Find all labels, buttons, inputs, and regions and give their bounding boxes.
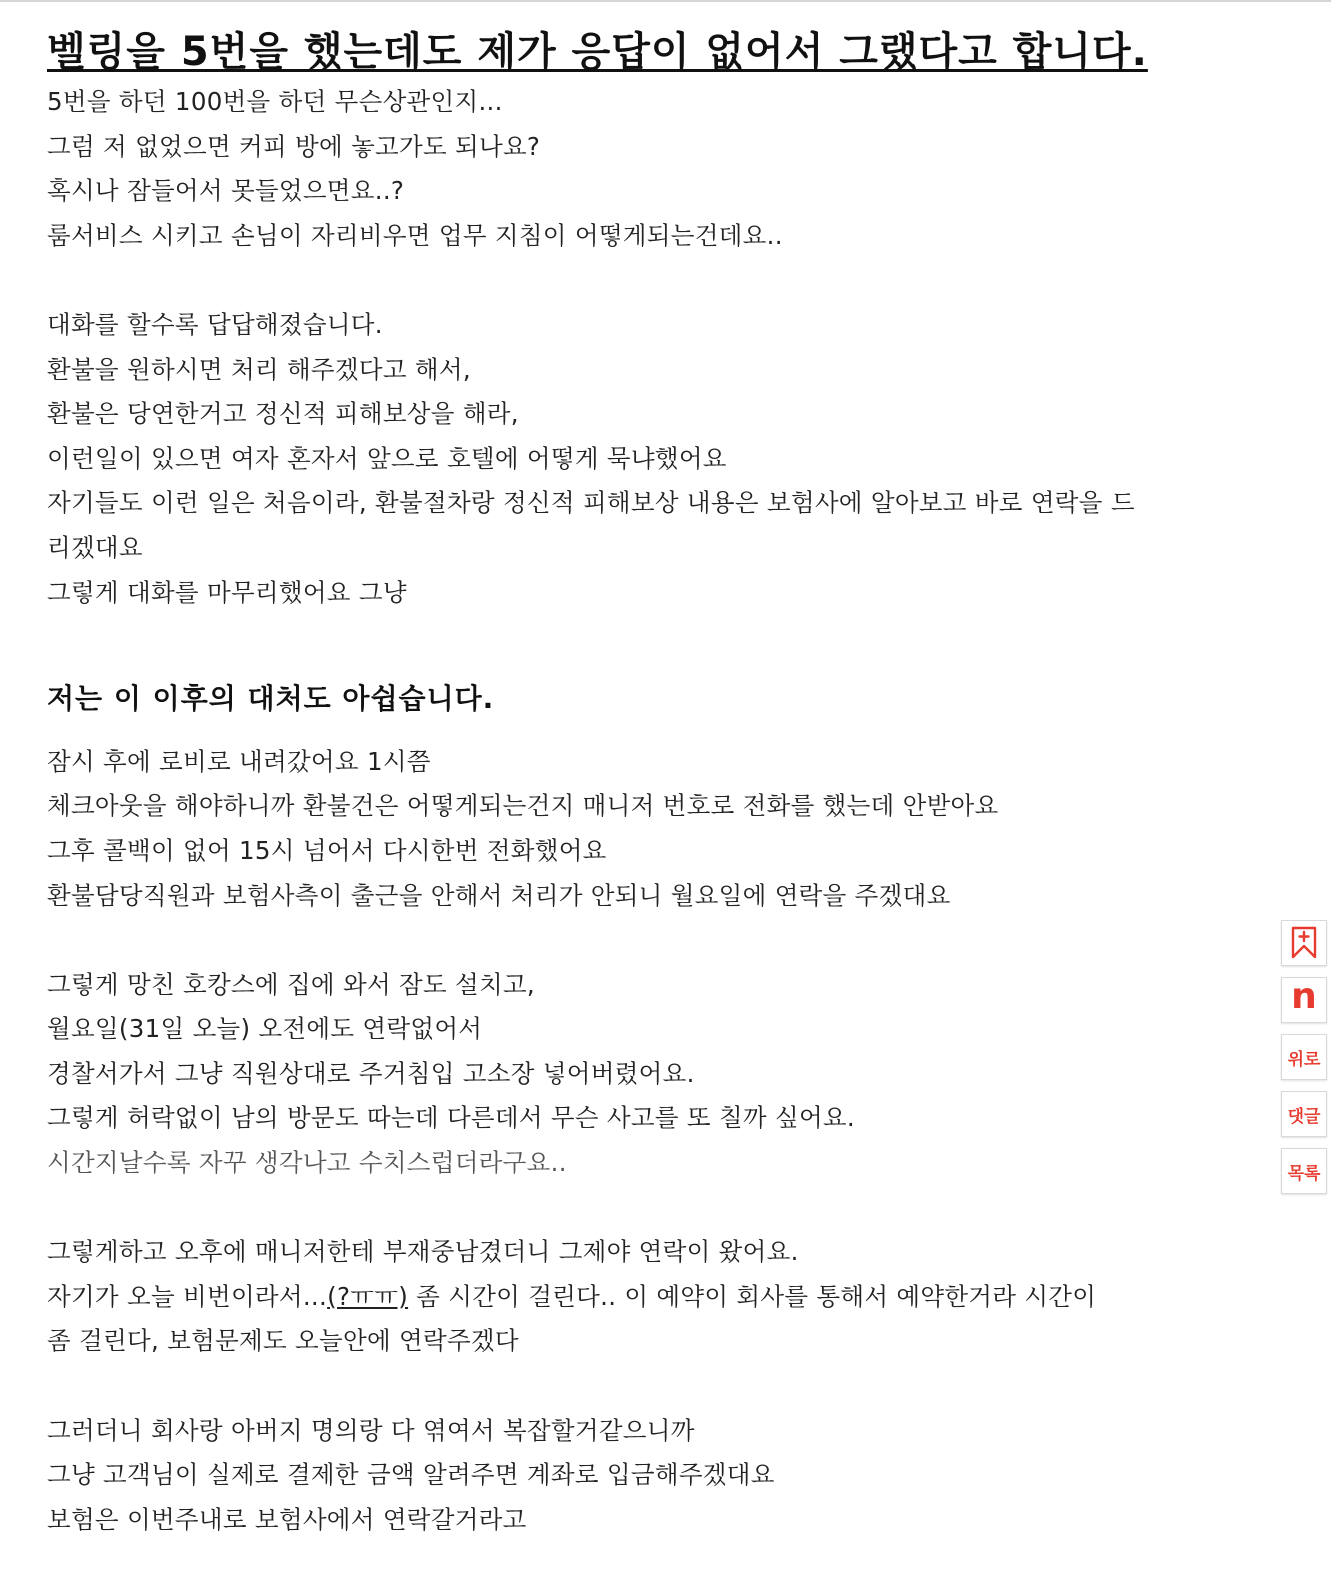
list-button[interactable] — [1281, 1148, 1327, 1194]
text-line: 그렇게 허락없이 남의 방문도 따는데 다른데서 무슨 사고를 또 칠까 싶어요. — [47, 1103, 855, 1133]
paragraph-block-1 — [47, 80, 1267, 258]
text-line: 자기들도 이런 일은 처음이라, 환불절차랑 정신적 피해보상 내용은 보험사에 알아보고 바로 연락을 드 — [47, 488, 1135, 518]
text-line: 환불담당직원과 보험사측이 출근을 안해서 처리가 안되니 월요일에 연락을 주겠대요 — [47, 880, 951, 910]
spacer — [47, 918, 1267, 963]
text-line: 시간지날수록 자꾸 생각나고 수치스럽더라구요.. — [47, 1148, 567, 1178]
text-line: 경찰서가서 그냥 직원상대로 주거침입 고소장 넣어버렸어요. — [47, 1058, 695, 1088]
spacer — [47, 615, 1267, 660]
underlined-emoticon: (?ㅠㅠ) — [327, 1281, 409, 1311]
comments-button[interactable] — [1281, 1091, 1327, 1137]
paragraph-block-2 — [47, 303, 1267, 615]
text-line: 그냥 고객님이 실제로 결제한 금액 알려주면 계좌로 입금해주겠대요 — [47, 1460, 775, 1490]
text-line: 5번을 하던 100번을 하던 무슨상관인지... — [47, 87, 503, 116]
text-line: 그렇게하고 오후에 매니저한테 부재중남겼더니 그제야 연락이 왔어요. — [47, 1237, 799, 1267]
brand-n-icon: n — [1291, 976, 1317, 1017]
article-headline: 벨링을 5번을 했는데도 제가 응답이 없어서 그랬다고 합니다. — [47, 29, 1148, 75]
text-segment: 좀 시간이 걸린다.. 이 예약이 회사를 통해서 예약한거라 시간이 — [408, 1281, 1097, 1311]
scroll-top-button[interactable] — [1281, 1034, 1327, 1080]
section-subheading: 저는 이 이후의 대처도 아쉽습니다. — [47, 681, 495, 715]
spacer — [47, 1186, 1267, 1231]
text-line: 그후 콜백이 없어 15시 넘어서 다시한번 전화했어요 — [47, 835, 607, 865]
text-line: 좀 걸린다, 보험문제도 오늘안에 연락주겠다 — [47, 1326, 519, 1356]
text-line — [47, 1275, 1267, 1320]
text-line: 이런일이 있으면 여자 혼자서 앞으로 호텔에 어떻게 묵냐했어요 — [47, 443, 727, 473]
paragraph-block-5 — [47, 1230, 1267, 1364]
text-line: 환불을 원하시면 처리 해주겠다고 해서, — [47, 354, 471, 384]
scroll-top-label: 위로 — [1287, 1049, 1321, 1070]
top-border — [0, 0, 1331, 2]
text-line: 리겠대요 — [47, 532, 143, 562]
floating-side-toolbar — [1281, 920, 1331, 1205]
text-line: 그럼 저 없었으면 커피 방에 놓고가도 되나요? — [47, 131, 541, 161]
spacer — [47, 1364, 1267, 1409]
text-line: 환불은 당연한거고 정신적 피해보상을 해라, — [47, 399, 519, 429]
article-body — [47, 24, 1267, 1542]
text-line: 체크아웃을 해야하니까 환불건은 어떻게되는건지 매니저 번호로 전화를 했는데 안받아요 — [47, 791, 999, 821]
list-label: 목록 — [1287, 1163, 1321, 1184]
text-line: 그렇게 대화를 마무리했어요 그냥 — [47, 577, 407, 607]
spacer — [47, 258, 1267, 303]
text-line: 그러더니 회사랑 아버지 명의랑 다 엮여서 복잡할거같으니까 — [47, 1415, 695, 1445]
paragraph-block-4 — [47, 963, 1267, 1186]
text-line: 잠시 후에 로비로 내려갔어요 1시쯤 — [47, 746, 431, 776]
bookmark-plus-icon — [1290, 926, 1318, 960]
comments-label: 댓글 — [1287, 1106, 1321, 1127]
brand-n-button[interactable] — [1281, 977, 1327, 1023]
text-line: 보험은 이번주내로 보험사에서 연락갈거라고 — [47, 1504, 527, 1534]
paragraph-block-3 — [47, 740, 1267, 918]
text-segment: 자기가 오늘 비번이라서... — [47, 1281, 328, 1311]
text-line: 월요일(31일 오늘) 오전에도 연락없어서 — [47, 1014, 483, 1044]
bookmark-button[interactable] — [1281, 920, 1327, 966]
text-line: 대화를 할수록 답답해졌습니다. — [47, 309, 383, 339]
text-line: 그렇게 망친 호캉스에 집에 와서 잠도 설치고, — [47, 969, 536, 999]
text-line: 혹시나 잠들어서 못들었으면요..? — [47, 176, 405, 206]
text-line: 룸서비스 시키고 손님이 자리비우면 업무 지침이 어떻게되는건데요.. — [47, 220, 783, 250]
paragraph-block-6 — [47, 1409, 1267, 1543]
